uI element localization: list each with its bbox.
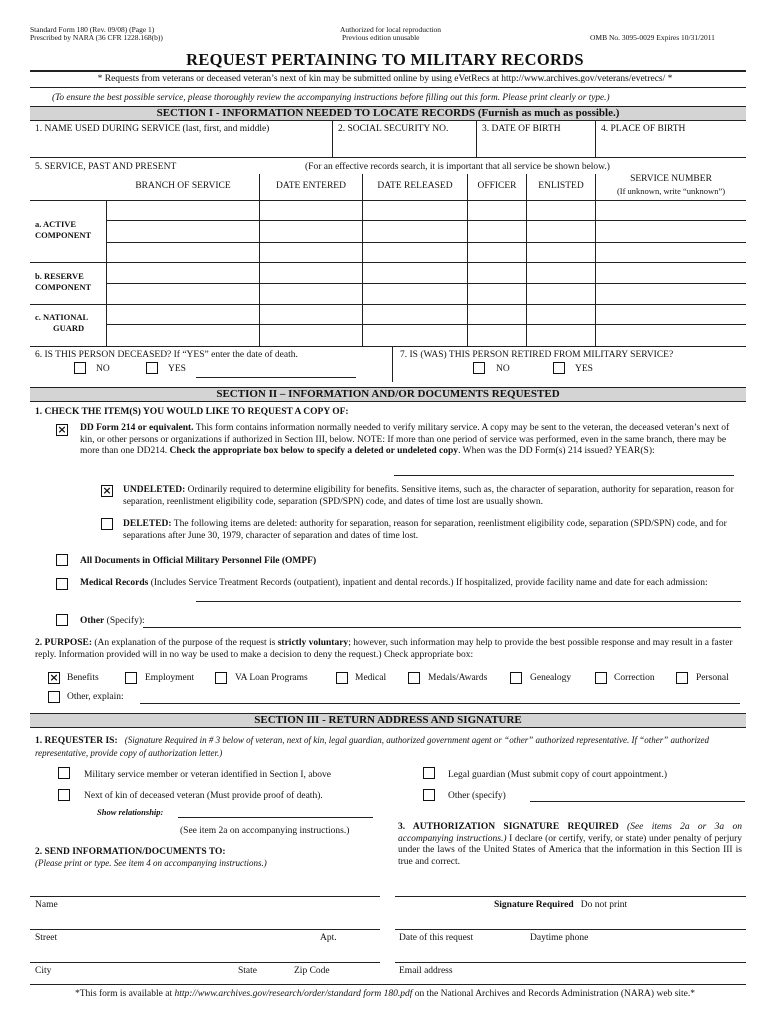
- purpose-personal-checkbox[interactable]: [676, 672, 688, 684]
- field-name-label: 1. NAME USED DURING SERVICE (last, first, and middle): [35, 124, 270, 134]
- purpose-medical-checkbox[interactable]: [336, 672, 348, 684]
- address-state-label: State: [238, 966, 257, 976]
- requester-text: 1. REQUESTER IS: (Signature Required in # 3 below of veteran, next of kin, legal guardian, authorized government agent or “other” authorized representative. If “other” authorized representative, provide copy of authorization letter.): [35, 735, 710, 758]
- retired-no-label: NO: [496, 364, 510, 374]
- purpose-correction-checkbox[interactable]: [595, 672, 607, 684]
- col-date-entered: DATE ENTERED: [276, 181, 346, 191]
- authorized-note: Authorized for local reproduction: [340, 25, 442, 34]
- purpose-genealogy-label: Genealogy: [530, 673, 572, 683]
- purpose-employment-label: Employment: [145, 673, 195, 683]
- dob-input[interactable]: [477, 138, 594, 156]
- daytime-phone-label: Daytime phone: [530, 933, 589, 943]
- field-deceased-label: 6. IS THIS PERSON DECEASED? If “YES” enter the date of death.: [35, 350, 298, 360]
- request-date-label: Date of this request: [399, 933, 474, 943]
- death-date-input[interactable]: [196, 377, 356, 378]
- row-active-1: a. ACTIVE: [35, 219, 77, 229]
- other-label: Other (Specify):: [80, 616, 145, 626]
- medical-records-text: Medical Records (Includes Service Treatment Records (outpatient), inpatient and dental records.) If hospitalized, provide facility name and date for each admission:: [80, 578, 708, 588]
- requester-guardian-checkbox[interactable]: [423, 767, 435, 779]
- purpose-benefits-checkbox[interactable]: ×: [49, 671, 59, 684]
- purpose-correction-label: Correction: [614, 673, 655, 683]
- requester-nok-checkbox[interactable]: [58, 789, 70, 801]
- purpose-other-input[interactable]: [140, 703, 740, 704]
- signature-input[interactable]: [396, 878, 745, 895]
- instructions-note: (To ensure the best possible service, please thoroughly review the accompanying instructions before filling out this form. Please print clearly or type.): [52, 93, 610, 103]
- online-note: * Requests from veterans or deceased veteran’s next of kin may be submitted online by using eVetRecs at http://www.archives.gov/veterans/evetrecs/ *: [97, 74, 673, 84]
- address-city-label: City: [35, 966, 52, 976]
- address-city-input[interactable]: [31, 976, 379, 984]
- section-2-header: SECTION II – INFORMATION AND/OR DOCUMENTS REQUESTED: [30, 387, 746, 402]
- undeleted-text: UNDELETED: Ordinarily required to determine eligibility for benefits. Sensitive items, such as, the character of separation, authority for separation, reason for separation, reenlistment eligibility code, separation (SPD/SPN) code, and dates of time lost are usually shown.: [123, 485, 734, 507]
- name-input[interactable]: [31, 138, 331, 156]
- row-guard-2: GUARD: [53, 323, 85, 333]
- purpose-va-loan-checkbox[interactable]: [215, 672, 227, 684]
- col-service-number-note: (If unknown, write “unknown”): [616, 186, 726, 196]
- ssn-input[interactable]: [333, 138, 475, 156]
- purpose-personal-label: Personal: [696, 673, 729, 683]
- address-name-input[interactable]: [31, 910, 379, 928]
- section-1-header: SECTION I - INFORMATION NEEDED TO LOCATE RECORDS (Furnish as much as possible.): [30, 106, 746, 121]
- address-name-label: Name: [35, 900, 58, 910]
- send-to-note: (Please print or type. See item 4 on accompanying instructions.): [35, 858, 267, 868]
- previous-edition-note: Previous edition unusable: [342, 33, 420, 42]
- deceased-yes-label: YES: [168, 364, 186, 374]
- form-title: REQUEST PERTAINING TO MILITARY RECORDS: [186, 50, 584, 69]
- undeleted-checkbox[interactable]: ×: [102, 484, 112, 497]
- email-input[interactable]: [396, 976, 745, 984]
- footer-note: *This form is available at http://www.archives.gov/research/order/standard form 180.pdf on the National Archives and Records Administration (NARA) web site.*: [75, 989, 695, 999]
- footer-url-link[interactable]: http://www.archives.gov/research/order/standard form 180.pdf: [174, 989, 413, 999]
- field-ssn-label: 2. SOCIAL SECURITY NO.: [338, 124, 449, 134]
- header-rule: [30, 87, 746, 88]
- field-retired-label: 7. IS (WAS) THIS PERSON RETIRED FROM MILITARY SERVICE?: [400, 350, 674, 360]
- address-zip-label: Zip Code: [294, 966, 330, 976]
- purpose-medals-label: Medals/Awards: [428, 673, 488, 683]
- row-active-2: COMPONENT: [35, 230, 92, 240]
- name-line-top: [30, 896, 380, 897]
- purpose-medical-label: Medical: [355, 673, 387, 683]
- form-id: Standard Form 180 (Rev. 09/08) (Page 1): [30, 25, 155, 34]
- dd214-checkbox[interactable]: ×: [57, 423, 67, 436]
- ompf-label: All Documents in Official Military Personnel File (OMPF): [80, 556, 317, 566]
- field-dob-label: 3. DATE OF BIRTH: [482, 124, 561, 134]
- col-service-number: SERVICE NUMBER: [630, 174, 712, 184]
- see-item-note: (See item 2a on accompanying instructions.): [180, 826, 350, 836]
- show-relationship-label: Show relationship:: [97, 807, 164, 817]
- relationship-input[interactable]: [178, 817, 373, 818]
- signature-line: [395, 896, 746, 897]
- medical-records-checkbox[interactable]: [56, 578, 68, 590]
- dd214-year-input[interactable]: [394, 475, 734, 476]
- requester-veteran-checkbox[interactable]: [58, 767, 70, 779]
- other-specify-input[interactable]: [143, 627, 741, 628]
- requester-veteran-label: Military service member or veteran identified in Section I, above: [84, 770, 331, 780]
- col-date-released: DATE RELEASED: [377, 181, 453, 191]
- omb-number: OMB No. 3095-0029 Expires 10/31/2011: [590, 33, 715, 42]
- col-branch: BRANCH OF SERVICE: [135, 181, 231, 191]
- purpose-genealogy-checkbox[interactable]: [510, 672, 522, 684]
- col-enlisted: ENLISTED: [538, 181, 584, 191]
- row-reserve-2: COMPONENT: [35, 282, 92, 292]
- purpose-va-loan-label: VA Loan Programs: [235, 673, 308, 683]
- address-apt-label: Apt.: [320, 933, 337, 943]
- requester-other-checkbox[interactable]: [423, 789, 435, 801]
- purpose-employment-checkbox[interactable]: [125, 672, 137, 684]
- dd214-text: DD Form 214 or equivalent. This form contains information normally needed to verify military service. A copy may be sent to the veteran, the deceased veteran’s next of kin, or other persons or organizations if authorized in Section III, below. NOTE: If more than one period of service was performed, even in the same branch, there may be more than one DD214. Check the appropriate box below to specify a deleted or undeleted copy. When was the DD Form(s) 214 issued? YEAR(S):: [80, 423, 730, 456]
- deceased-no-checkbox[interactable]: [74, 362, 86, 374]
- purpose-other-label: Other, explain:: [67, 692, 124, 702]
- address-street-label: Street: [35, 933, 58, 943]
- ompf-checkbox[interactable]: [56, 554, 68, 566]
- field-service-label: 5. SERVICE, PAST AND PRESENT: [35, 162, 177, 172]
- deleted-checkbox[interactable]: [101, 518, 113, 530]
- purpose-other-checkbox[interactable]: [48, 691, 60, 703]
- prescribed-by: Prescribed by NARA (36 CFR 1228.168(b)): [30, 33, 163, 42]
- deceased-yes-checkbox[interactable]: [146, 362, 158, 374]
- service-note: (For an effective records search, it is important that all service be shown below.): [305, 162, 610, 172]
- date-phone-input[interactable]: [396, 943, 745, 961]
- deceased-no-label: NO: [96, 364, 110, 374]
- email-label: Email address: [399, 966, 453, 976]
- requester-nok-label: Next of kin of deceased veteran (Must provide proof of death).: [84, 791, 323, 801]
- col-officer: OFFICER: [477, 181, 517, 191]
- pob-input[interactable]: [596, 138, 746, 156]
- section-3-header: SECTION III - RETURN ADDRESS AND SIGNATURE: [30, 713, 746, 728]
- retired-yes-label: YES: [575, 364, 593, 374]
- purpose-medals-checkbox[interactable]: [408, 672, 420, 684]
- q1-label: 1. CHECK THE ITEM(S) YOU WOULD LIKE TO REQUEST A COPY OF:: [35, 407, 349, 417]
- requester-other-label: Other (specify): [448, 791, 506, 801]
- row-guard-1: c. NATIONAL: [35, 312, 89, 322]
- retired-yes-checkbox[interactable]: [553, 362, 565, 374]
- retired-no-checkbox[interactable]: [473, 362, 485, 374]
- medical-records-input[interactable]: [196, 601, 741, 602]
- field-pob-label: 4. PLACE OF BIRTH: [601, 124, 686, 134]
- purpose-benefits-label: Benefits: [67, 673, 99, 683]
- deleted-text: DELETED: The following items are deleted: authority for separation, reason for separation, reenlistment eligibility code, separation (SPD/SPN) code, and for separations after June 30, 1979, character of separation and dates of time lost.: [123, 519, 727, 541]
- address-street-input[interactable]: [31, 943, 379, 961]
- row-reserve-1: b. RESERVE: [35, 271, 84, 281]
- other-checkbox[interactable]: [56, 614, 68, 626]
- title-rule: [30, 70, 746, 72]
- signature-label: Signature Required Do not print: [494, 900, 628, 910]
- requester-other-input[interactable]: [530, 801, 745, 802]
- purpose-text: 2. PURPOSE: (An explanation of the purpose of the request is strictly voluntary; however, such information may help to provide the best possible response and may result in a faster reply. Information provided will in no way be used to make a decision to deny the request.) Check appropriate box:: [35, 638, 733, 660]
- authorization-text: 3. AUTHORIZATION SIGNATURE REQUIRED (See items 2a or 3a on accompanying instructions.) I declare (or certify, verify, or state) under penalty of perjury under the laws of the United States of America that the information in this Section III is true and correct.: [398, 822, 742, 867]
- requester-guardian-label: Legal guardian (Must submit copy of court appointment.): [448, 770, 667, 780]
- send-to-label: 2. SEND INFORMATION/DOCUMENTS TO:: [35, 847, 226, 857]
